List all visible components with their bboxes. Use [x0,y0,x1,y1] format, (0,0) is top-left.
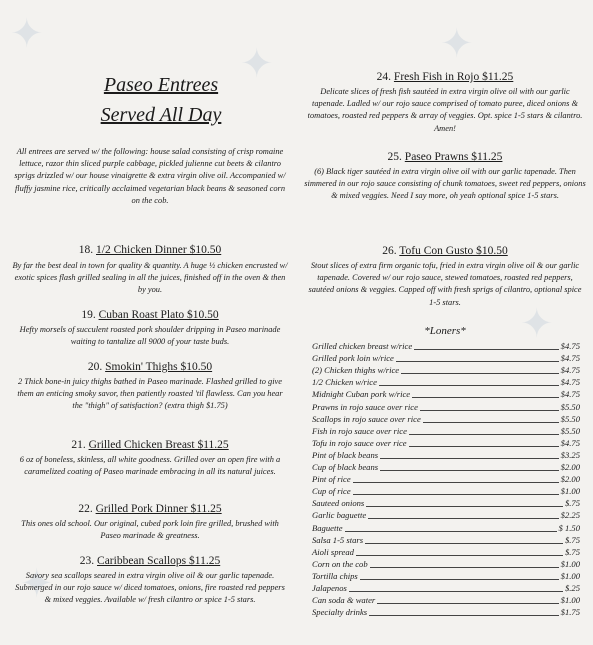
watermark-icon: ✦ [440,21,474,66]
loner-name: 1/2 Chicken w/rice [312,377,377,388]
loner-price: $.75 [564,546,580,557]
watermark-icon: ✦ [240,41,274,86]
item-name: Paseo Prawns $11.25 [404,151,503,163]
loner-row [312,594,580,606]
leader-line [312,531,580,532]
loner-price: $5.50 [560,425,580,436]
item-18-heading [8,243,292,257]
loner-name: Garlic baguette [312,510,367,521]
loner-price: $4.75 [560,437,580,448]
loner-row [312,473,580,485]
item-number: 21. [71,439,86,451]
watermark-icon: ✦ [20,561,54,606]
loner-name: Jalapenos [312,583,347,593]
loner-row [312,461,580,473]
loner-price: $.25 [564,583,580,593]
loner-row [312,376,580,388]
loner-name: Tortilla chips [312,570,358,581]
item-number: 20. [87,361,103,373]
loner-price: $1.00 [560,595,580,606]
loner-name: Midnight Cuban pork w/rice [312,389,411,400]
item-19-desc: Hefty morsels of succulent roasted pork shoulder dripping in Paseo marinade waiting to tantalize all 9000 of your taste buds. [19,325,281,347]
loner-row [312,340,580,352]
item-26-desc: Stout slices of extra firm organic tofu, fried in extra virgin olive oil & our garlic tapenade. Covered w/ our rojo sauce, stewed tomatoes, roasted red peppers, sautéed onions & veggies. Capped off with fresh sprigs of cilantro, optional spice 1-5 stars. [308,261,582,307]
loner-price: $5.50 [560,413,580,424]
item-number: 18. [78,244,94,256]
loner-row [312,388,580,400]
loner-row [312,558,580,570]
item-name: Smokin' Thighs $10.50 [105,361,213,373]
loner-price: $2.25 [560,510,580,521]
item-24-desc: Delicate slices of fresh fish sautéed in extra virgin olive oil with our garlic tapenade. Ladled w/ our rojo sauce comprised of tomato puree, diced onions & tomatoes, roasted red peppers & array of veggies. Opt. spice 1-5 stars & cilantro. Amen! [307,87,583,133]
loner-name: Baguette [312,522,343,533]
loner-price: $4.75 [560,377,580,388]
loner-row [312,522,580,534]
loner-row [312,534,580,546]
leader-line [312,591,580,592]
loner-row [312,401,580,413]
loner-price: $4.75 [560,341,580,351]
item-19-heading [8,308,292,322]
loner-price: $1.00 [560,558,580,569]
loner-row [312,364,580,376]
loner-price: $1.00 [560,486,580,497]
loner-row [312,509,580,521]
loner-name: Cup of black beans [312,462,379,472]
loner-name: Grilled pork loin w/rice [312,353,394,364]
item-25-heading [304,150,586,164]
item-number: 25. [387,151,402,163]
item-22-heading [8,502,292,516]
page-title [56,70,266,130]
loner-price: $5.50 [560,401,580,412]
loner-row [312,497,580,509]
item-26-heading [304,244,586,258]
loner-row [312,582,580,594]
loner-row [312,570,580,582]
loner-price: $2.00 [560,474,580,485]
loner-price: $1.75 [560,607,580,618]
loner-name: Prawns in rojo sauce over rice [312,401,418,412]
loner-name: Cup of rice [312,486,351,497]
intro-text: All entrees are served w/ the following: house salad consisting of crisp romaine lettuce, razor thin sliced purple cabbage, pickled julienne cut beets & cilantro sprigs drizzled w/ our house vinaigrette & extra virgin olive oil. Accompanied w/ fluffy jasmine rice, critically acclaimed vegetarian black beans & seasoned corn on the cob. [14,147,286,205]
loner-row [312,437,580,449]
loner-name: Pint of rice [312,474,351,485]
loner-name: Can soda & water [312,595,376,606]
item-20-desc: 2 Thick bone-in juicy thighs bathed in Paseo marinade. Flashed grilled to give them an enticing smoky savor, then patiently roasted 'til flawless. Can you hear the "thigh" of satisfaction? (extra thigh $1.75) [17,377,283,411]
loner-price: $ 1.50 [558,522,580,533]
item-23-desc: Savory sea scallops seared in extra virgin olive oil & our garlic tapenade. Submerged in our rojo sauce w/ diced tomatoes, onions, fire roasted red peppers & mixed veggies. Available w/ fresh cilantro or spice 1-5 stars. [15,571,285,605]
loner-price: $.75 [564,534,580,545]
loner-row [312,606,580,618]
title-line-2: Served All Day [100,104,222,126]
item-23-heading [8,554,292,568]
title-line-1: Paseo Entrees [103,74,219,96]
loner-name: Grilled chicken breast w/rice [312,341,413,351]
loner-name: Specialty drinks [312,607,368,618]
loner-row [312,485,580,497]
loner-name: Salsa 1-5 stars [312,534,364,545]
loner-name: Tofu in rojo sauce over rice [312,437,407,448]
loner-row [312,413,580,425]
loner-name: Fish in rojo sauce over rice [312,425,407,436]
item-25-desc: (6) Black tiger sautéed in extra virgin olive oil with our garlic tapenade. Then simmered in our rojo sauce consisting of chunk tomatoes, sweet red peppers, onions & mixed veggies. Need I say more, oh yeah optional spice 1-5 stars. [304,167,586,201]
loner-row [312,425,580,437]
item-number: 24. [376,71,392,83]
loner-price: $4.75 [560,365,580,376]
loner-name: Aioli spread [312,546,354,557]
item-24-heading [304,70,586,84]
item-name: 1/2 Chicken Dinner $10.50 [96,244,222,256]
item-number: 23. [79,555,95,567]
loner-price: $3.25 [560,449,580,460]
item-18-desc: By far the best deal in town for quality & quantity. A huge ½ chicken encrusted w/ exotic spices flash grilled sealing in all the juices, finished off in the oven & then by you. [12,261,288,295]
loner-price: $1.00 [560,570,580,581]
item-name: Cuban Roast Plato $10.50 [98,309,219,321]
loner-price: $2.00 [560,462,580,472]
loner-row [312,546,580,558]
item-name: Caribbean Scallops $11.25 [97,555,221,567]
item-21-desc: 6 oz of boneless, skinless, all white goodness. Grilled over an open fire with a caramelized coating of Paseo marinade embracing in all its natural juices. [19,455,281,477]
item-number: 19. [81,309,96,321]
loner-name: Pint of black beans [312,449,379,460]
loner-price: $4.75 [560,389,580,400]
item-20-heading [8,360,292,374]
item-21-heading [8,438,292,452]
loner-name: (2) Chicken thighs w/rice [312,365,400,376]
item-name: Grilled Chicken Breast $11.25 [88,439,229,451]
loner-price: $.75 [564,498,580,509]
loner-name: Sauteed onions [312,498,365,509]
watermark-icon: ✦ [10,11,44,56]
item-name: Tofu Con Gusto $10.50 [399,245,508,257]
item-number: 26. [382,245,397,257]
loner-row [312,449,580,461]
item-22-desc: This ones old school. Our original, cubed pork loin fire grilled, brushed with Paseo marinade & greatness. [21,519,279,541]
loner-name: Corn on the cob [312,558,368,569]
item-name: Grilled Pork Dinner $11.25 [95,503,222,515]
loners-title: *Loners* [424,325,466,337]
item-number: 22. [78,503,93,515]
loner-price: $4.75 [560,353,580,364]
item-name: Fresh Fish in Rojo $11.25 [393,71,514,83]
watermark-icon: ✦ [520,301,554,346]
loner-name: Scallops in rojo sauce over rice [312,413,421,424]
loner-row [312,352,580,364]
